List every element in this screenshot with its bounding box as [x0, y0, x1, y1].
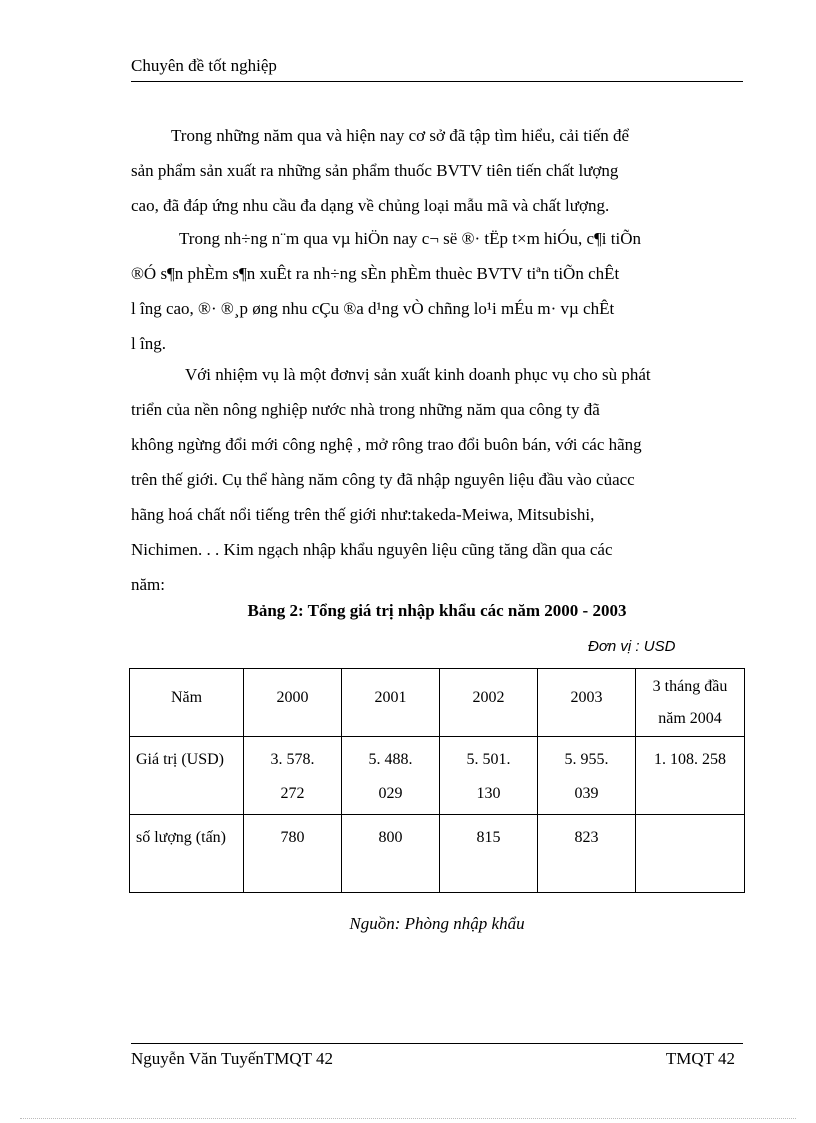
paragraph-3 — [131, 357, 743, 602]
paragraph-1-line: sản phẩm sản xuất ra những sản phẩm thuốc BVTV tiên tiến chất lượng — [131, 161, 619, 180]
value-cell: 5. 501. 130 — [440, 737, 538, 815]
paragraph-3-line: năm: — [131, 575, 165, 594]
value-cell: 780 — [244, 815, 342, 893]
paragraph-1-line: Trong những năm qua và hiện nay cơ sở đã tập tìm hiểu, cải tiến để — [171, 126, 630, 145]
header-cell: 2001 — [342, 669, 440, 737]
paragraph-3-line: hãng hoá chất nổi tiếng trên thế giới như:takeda-Meiwa, Mitsubishi, — [131, 505, 595, 524]
page-footer — [131, 1043, 743, 1072]
row-label: Giá trị (USD) — [130, 737, 244, 815]
value-cell: 1. 108. 258 — [636, 737, 745, 815]
paragraph-2-line: l îng. — [131, 334, 166, 353]
value-cell: 5. 955. 039 — [538, 737, 636, 815]
paragraph-2-line: l îng cao, ®· ®¸p øng nhu cÇu ®a d¹ng vÒ chñng lo¹i mÉu m· vµ chÊt — [131, 299, 615, 318]
page-edge-divider — [20, 1118, 796, 1119]
paragraph-1 — [131, 118, 743, 223]
table-caption: Bảng 2: Tổng giá trị nhập khẩu các năm 2000 - 2003 — [247, 601, 627, 620]
table-row — [130, 737, 745, 815]
footer-class: TMQT 42 — [665, 1049, 735, 1068]
value-cell: 823 — [538, 815, 636, 893]
value-cell: 815 — [440, 815, 538, 893]
header-cell-year: Năm — [130, 669, 244, 737]
value-cell: 5. 488. 029 — [342, 737, 440, 815]
import-value-table — [129, 668, 745, 893]
paragraph-2 — [131, 221, 743, 361]
header-title: Chuyên đề tốt nghiệp — [131, 56, 277, 75]
value-cell — [636, 815, 745, 893]
row-label: số lượng (tấn) — [130, 815, 244, 893]
value-cell: 3. 578. 272 — [244, 737, 342, 815]
paragraph-3-line: không ngừng đổi mới công nghệ , mở rông trao đổi buôn bán, với các hãng — [131, 435, 642, 454]
header-cell: 2002 — [440, 669, 538, 737]
paragraph-2-line: ®Ó s¶n phÈm s¶n xuÊt ra nh÷ng sÈn phÈm thuèc BVTV tiªn tiÕn chÊt — [131, 264, 620, 283]
table-row — [130, 815, 745, 893]
page-header — [131, 55, 743, 82]
table-source: Nguồn: Phòng nhập khẩu — [349, 914, 525, 933]
header-cell: 2003 — [538, 669, 636, 737]
header-cell: 2000 — [244, 669, 342, 737]
paragraph-3-line: triển của nền nông nghiệp nước nhà trong những năm qua công ty đã — [131, 400, 600, 419]
footer-author: Nguyễn Văn TuyếnTMQT 42 — [131, 1049, 333, 1068]
paragraph-1-line: cao, đã đáp ứng nhu cầu đa dạng về chủng loại mẫu mã và chất lượng. — [131, 196, 610, 215]
paragraph-2-line: Trong nh÷ng n¨m qua vµ hiÖn nay c¬ së ®· tËp t×m hiÓu, c¶i tiÕn — [179, 229, 642, 248]
paragraph-3-line: Với nhiệm vụ là một đơnvị sản xuất kinh doanh phục vụ cho sù phát — [185, 365, 651, 384]
paragraph-3-line: Nichimen. . . Kim ngạch nhập khẩu nguyên liệu cũng tăng dần qua các — [131, 540, 613, 559]
header-cell: 3 tháng đầu năm 2004 — [636, 669, 745, 737]
paragraph-3-line: trên thế giới. Cụ thể hàng năm công ty đã nhập nguyên liệu đầu vào củacc — [131, 470, 635, 489]
value-cell: 800 — [342, 815, 440, 893]
table-header-row — [130, 669, 745, 737]
table-unit: Đơn vị : USD — [588, 638, 676, 655]
